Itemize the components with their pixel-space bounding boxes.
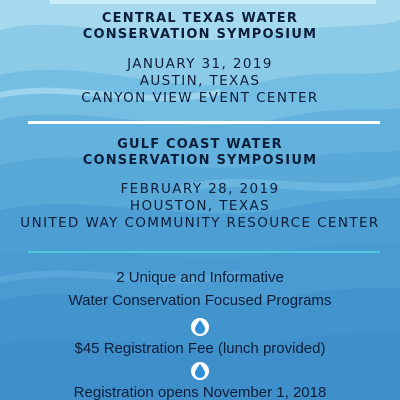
registration-fee-text: $45 Registration Fee (lunch provided) bbox=[74, 340, 326, 357]
event-city: AUSTIN, TEXAS bbox=[139, 73, 261, 89]
section-divider bbox=[28, 251, 380, 253]
event-date: FEBRUARY 28, 2019 bbox=[120, 181, 280, 197]
water-drop-icon bbox=[191, 318, 209, 336]
event-venue: CANYON VIEW EVENT CENTER bbox=[81, 90, 319, 106]
event-title-line: CONSERVATION SYMPOSIUM bbox=[82, 153, 318, 168]
water-drop-icon bbox=[195, 320, 205, 334]
event-city: HOUSTON, TEXAS bbox=[129, 198, 271, 214]
water-drop-icon bbox=[191, 362, 209, 380]
programs-text: Water Conservation Focused Programs bbox=[68, 292, 332, 309]
event-gulf-coast bbox=[0, 137, 400, 232]
water-drop-icon bbox=[195, 364, 205, 378]
top-banner-strip bbox=[50, 0, 376, 4]
event-venue: UNITED WAY COMMUNITY RESOURCE CENTER bbox=[20, 215, 380, 231]
section-divider bbox=[28, 121, 380, 124]
registration-open-text: Registration opens November 1, 2018 bbox=[73, 384, 327, 400]
event-date: JANUARY 31, 2019 bbox=[127, 56, 273, 72]
event-title-line: CENTRAL TEXAS WATER bbox=[101, 11, 299, 26]
event-title-line: CONSERVATION SYMPOSIUM bbox=[82, 27, 318, 42]
programs-text: 2 Unique and Informative bbox=[116, 269, 284, 286]
event-central-texas bbox=[0, 11, 400, 107]
event-title-line: GULF COAST WATER bbox=[117, 137, 283, 152]
